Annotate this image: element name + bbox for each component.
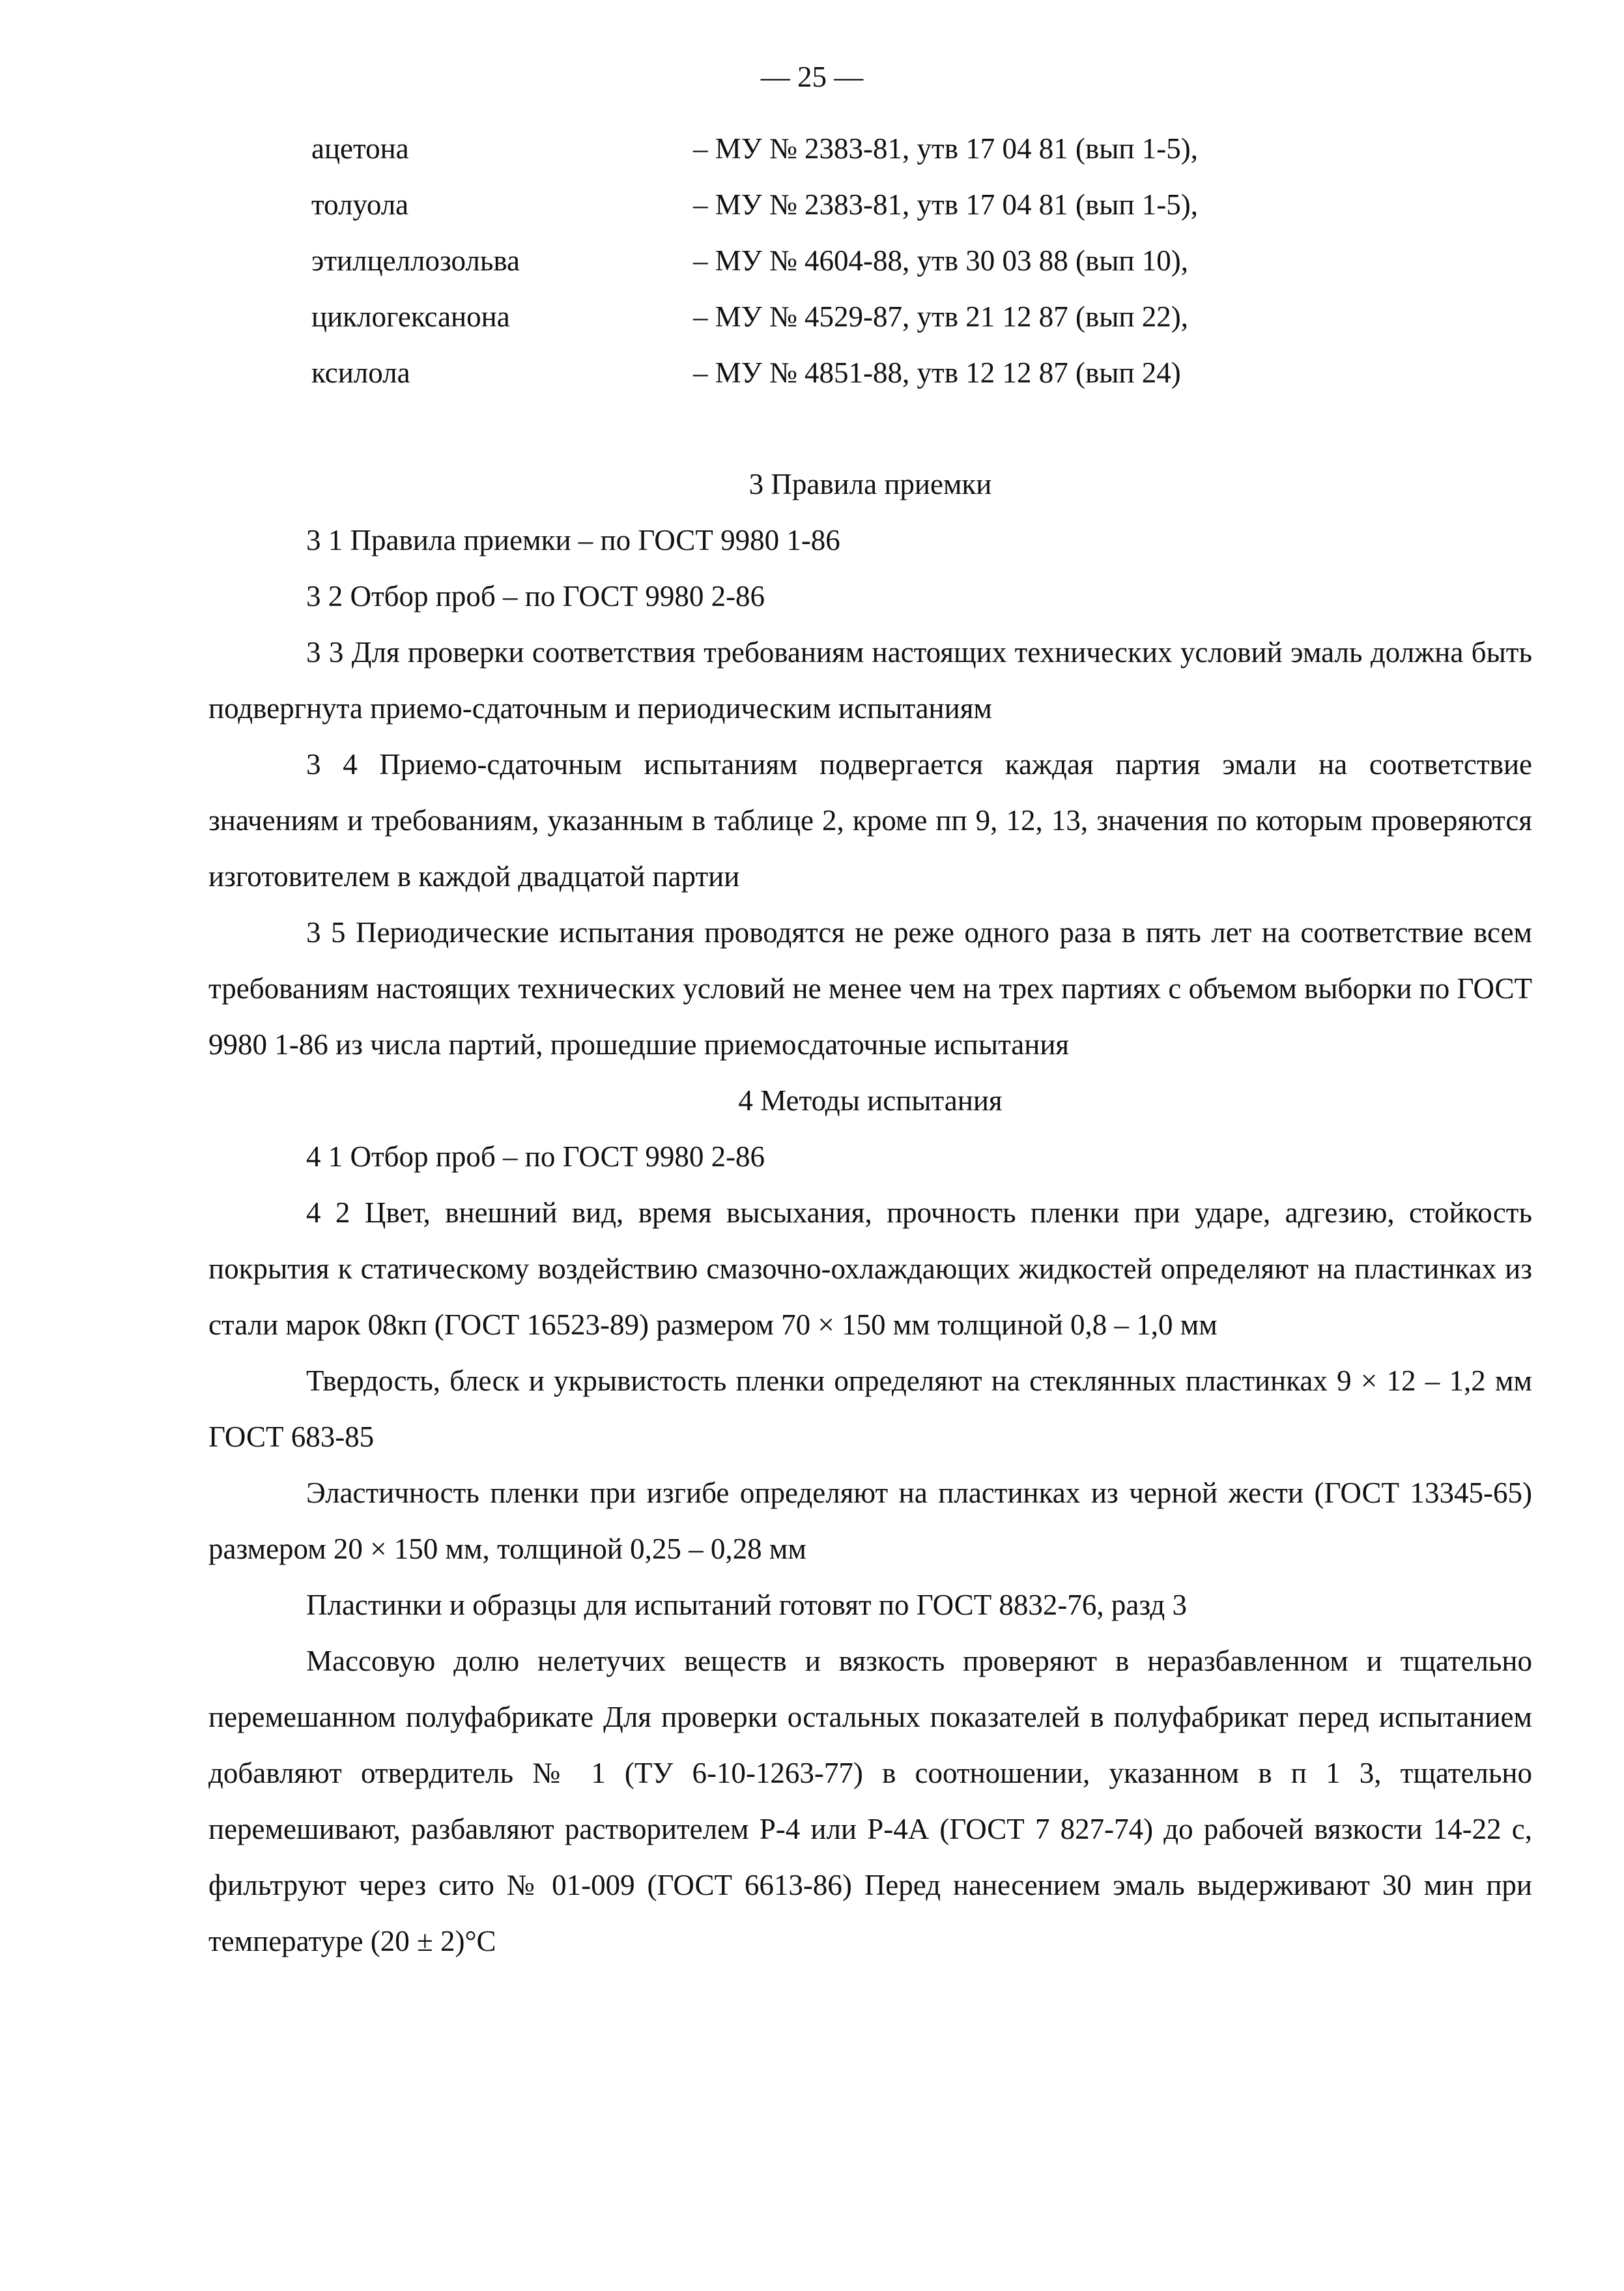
- paragraph-mass-fraction: Массовую долю нелетучих веществ и вязкость проверяют в неразбавленном и тщательно перемешанном полуфабрикате Для проверки остальных показателей в полуфабрикат перед испытанием добавляют отвердитель № 1 (ТУ 6-10-1263-77) в соотношении, указанном в п 1 3, тщательно перемешивают, разбавляют растворителем Р-4 или Р-4А (ГОСТ 7 827-74) до рабочей вязкости 14-22 с, фильтруют через сито № 01-009 (ГОСТ 6613-86) Перед нанесением эмаль выдерживают 30 мин при температуре (20 ± 2)°С: [208, 1645, 1532, 1957]
- paragraph-3-1: 3 1 Правила приемки – по ГОСТ 9980 1-86: [306, 524, 840, 556]
- substance-name: циклогексанона: [311, 300, 510, 333]
- section-4-heading: 4 Методы испытания: [738, 1084, 1003, 1117]
- substance-name: ацетона: [311, 132, 409, 165]
- reference-row: [311, 121, 1419, 177]
- paragraph-4-2: 4 2 Цвет, внешний вид, время высыхания, прочность пленки при ударе, адгезию, стойкость покрытия к статическому воздействию смазочно-охлаждающих жидкостей определяют на пластинках из стали марок 08кп (ГОСТ 16523-89) размером 70 × 150 мм толщиной 0,8 – 1,0 мм: [208, 1196, 1532, 1341]
- paragraph-3-2: 3 2 Отбор проб – по ГОСТ 9980 2-86: [306, 580, 765, 612]
- paragraph-plates: Пластинки и образцы для испытаний готовят по ГОСТ 8832-76, разд 3: [306, 1589, 1187, 1621]
- method-document: – МУ № 4529-87, утв 21 12 87 (вып 22),: [693, 300, 1188, 333]
- reference-row: [311, 345, 1419, 401]
- paragraph-hardness: Твердость, блеск и укрывистость пленки определяют на стеклянных пластинках 9 × 12 – 1,2 мм ГОСТ 683-85: [208, 1364, 1532, 1453]
- paragraph-elasticity: Эластичность пленки при изгибе определяют на пластинках из черной жести (ГОСТ 13345-65) размером 20 × 150 мм, толщиной 0,25 – 0,28 мм: [208, 1477, 1532, 1565]
- substance-name: ксилола: [311, 356, 410, 389]
- paragraph-4-1: 4 1 Отбор проб – по ГОСТ 9980 2-86: [306, 1140, 765, 1173]
- method-document: – МУ № 4851-88, утв 12 12 87 (вып 24): [693, 356, 1181, 389]
- page-number: — 25 —: [760, 61, 864, 93]
- substance-name: толуола: [311, 188, 409, 221]
- paragraph-3-3: 3 3 Для проверки соответствия требованиям настоящих технических условий эмаль должна быть подвергнута приемо-сдаточным и периодическим испытаниям: [208, 636, 1532, 725]
- section-3-heading: 3 Правила приемки: [748, 468, 992, 500]
- reference-row: [311, 289, 1419, 345]
- method-document: – МУ № 4604-88, утв 30 03 88 (вып 10),: [693, 244, 1188, 277]
- reference-row: [311, 233, 1419, 289]
- reference-row: [311, 177, 1419, 233]
- document-body: [208, 456, 1532, 1969]
- paragraph-3-4: 3 4 Приемо-сдаточным испытаниям подвергается каждая партия эмали на соответствие значениям и требованиям, указанным в таблице 2, кроме пп 9, 12, 13, значения по которым проверяются изготовителем в каждой двадцатой партии: [208, 748, 1532, 893]
- substance-name: этилцеллозольва: [311, 244, 520, 277]
- method-document: – МУ № 2383-81, утв 17 04 81 (вып 1-5),: [693, 132, 1198, 165]
- method-document: – МУ № 2383-81, утв 17 04 81 (вып 1-5),: [693, 188, 1198, 221]
- paragraph-3-5: 3 5 Периодические испытания проводятся не реже одного раза в пять лет на соответствие всем требованиям настоящих технических условий не менее чем на трех партиях с объемом выборки по ГОСТ 9980 1-86 из числа партий, прошедшие приемосдаточные испытания: [208, 916, 1532, 1061]
- method-references-list: [311, 121, 1419, 401]
